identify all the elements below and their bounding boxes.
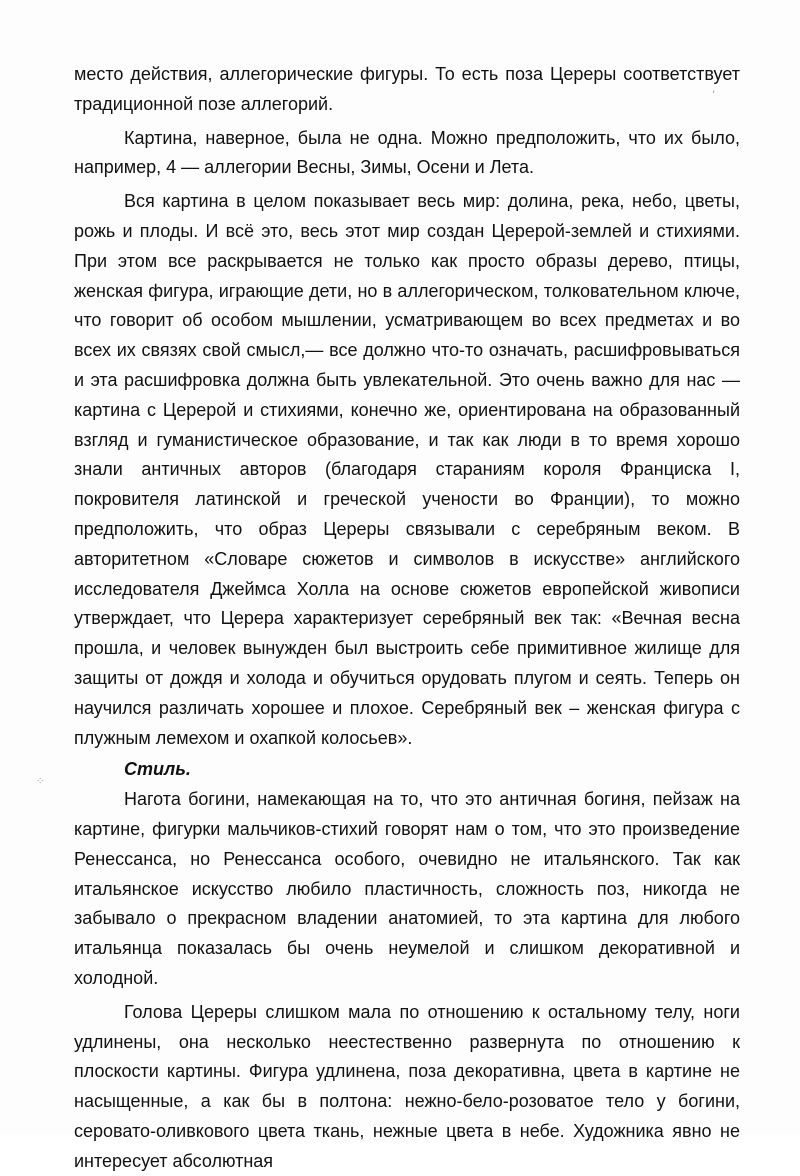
paragraph-paintings-count: Картина, наверное, была не одна. Можно предположить, что их было, например, 4 — аллегории Весны, Зимы, Осени и Лета. [74, 127, 740, 178]
section-heading-style: Стиль. [124, 759, 191, 780]
paragraph-whole-world: Вся картина в целом показывает весь мир: долина, река, небо, цветы, рожь и плоды. И всё это, весь этот мир создан Церерой-землей и стихиями. При этом все раскрывается не только как просто образы дерево, птицы, женская фигура, играющие дети, но в аллегорическом, толковательном ключе, что говорит об особом мышлении, усматривающем во всех предметах и во всех их связях свой смысл,— все должно что-то означать, расшифровываться и эта расшифровка должна быть увлекательной. Это очень важно для нас — картина с Церерой и стихиями, конечно же, ориентирована на образованный взгляд и гуманистическое образование, и так как люди в то время хорошо знали античных авторов (благодаря стараниям короля Франциска I, покровителя латинской и греческой учености во Франции), то можно предположить, что образ Цереры связывали с серебряным веком. В авторитетном «Словаре сюжетов и символов в искусстве» английского исследователя Джеймса Холла на основе сюжетов европейской живописи утверждает, что Церера характеризует серебряный век так: «Вечная весна прошла, и человек вынужден был выстроить себе примитивное жилище для защиты от дождя и холода и обучиться орудовать плугом и сеять. Теперь он научился различать хорошее и плохое. Серебряный век – женская фигура с плужным лемехом и охапкой колосьев». [74, 191, 740, 748]
scan-speck-mark: ‚ [712, 84, 716, 95]
document-body [74, 60, 740, 1176]
scan-speck-mark: ⁘ [36, 776, 45, 787]
paragraph-continuation: место действия, аллегорические фигуры. То есть поза Цереры соответствует традиционной позе аллегорий. [74, 64, 740, 114]
paragraph-proportions: Голова Цереры слишком мала по отношению к остальному телу, ноги удлинены, она несколько неестественно развернута по отношению к плоскости картины. Фигура удлинена, поза декоративна, цвета в картине не насыщенные, а как бы в полтона: нежно-бело-розоватое тело у богини, серовато-оливкового цвета ткань, нежные цвета в небе. Художника явно не интересует абсолютная [74, 1001, 740, 1171]
paragraph-nudity-renaissance: Нагота богини, намекающая на то, что это античная богиня, пейзаж на картине, фигурки мальчиков-стихий говорят нам о том, что это произведение Ренессанса, но Ренессанса особого, очевидно не итальянского. Так как итальянское искусство любило пластичность, сложность поз, никогда не забывало о прекрасном владении анатомией, то эта картина для любого итальянца показалась бы очень неумелой и слишком декоративной и холодной. [74, 789, 740, 988]
